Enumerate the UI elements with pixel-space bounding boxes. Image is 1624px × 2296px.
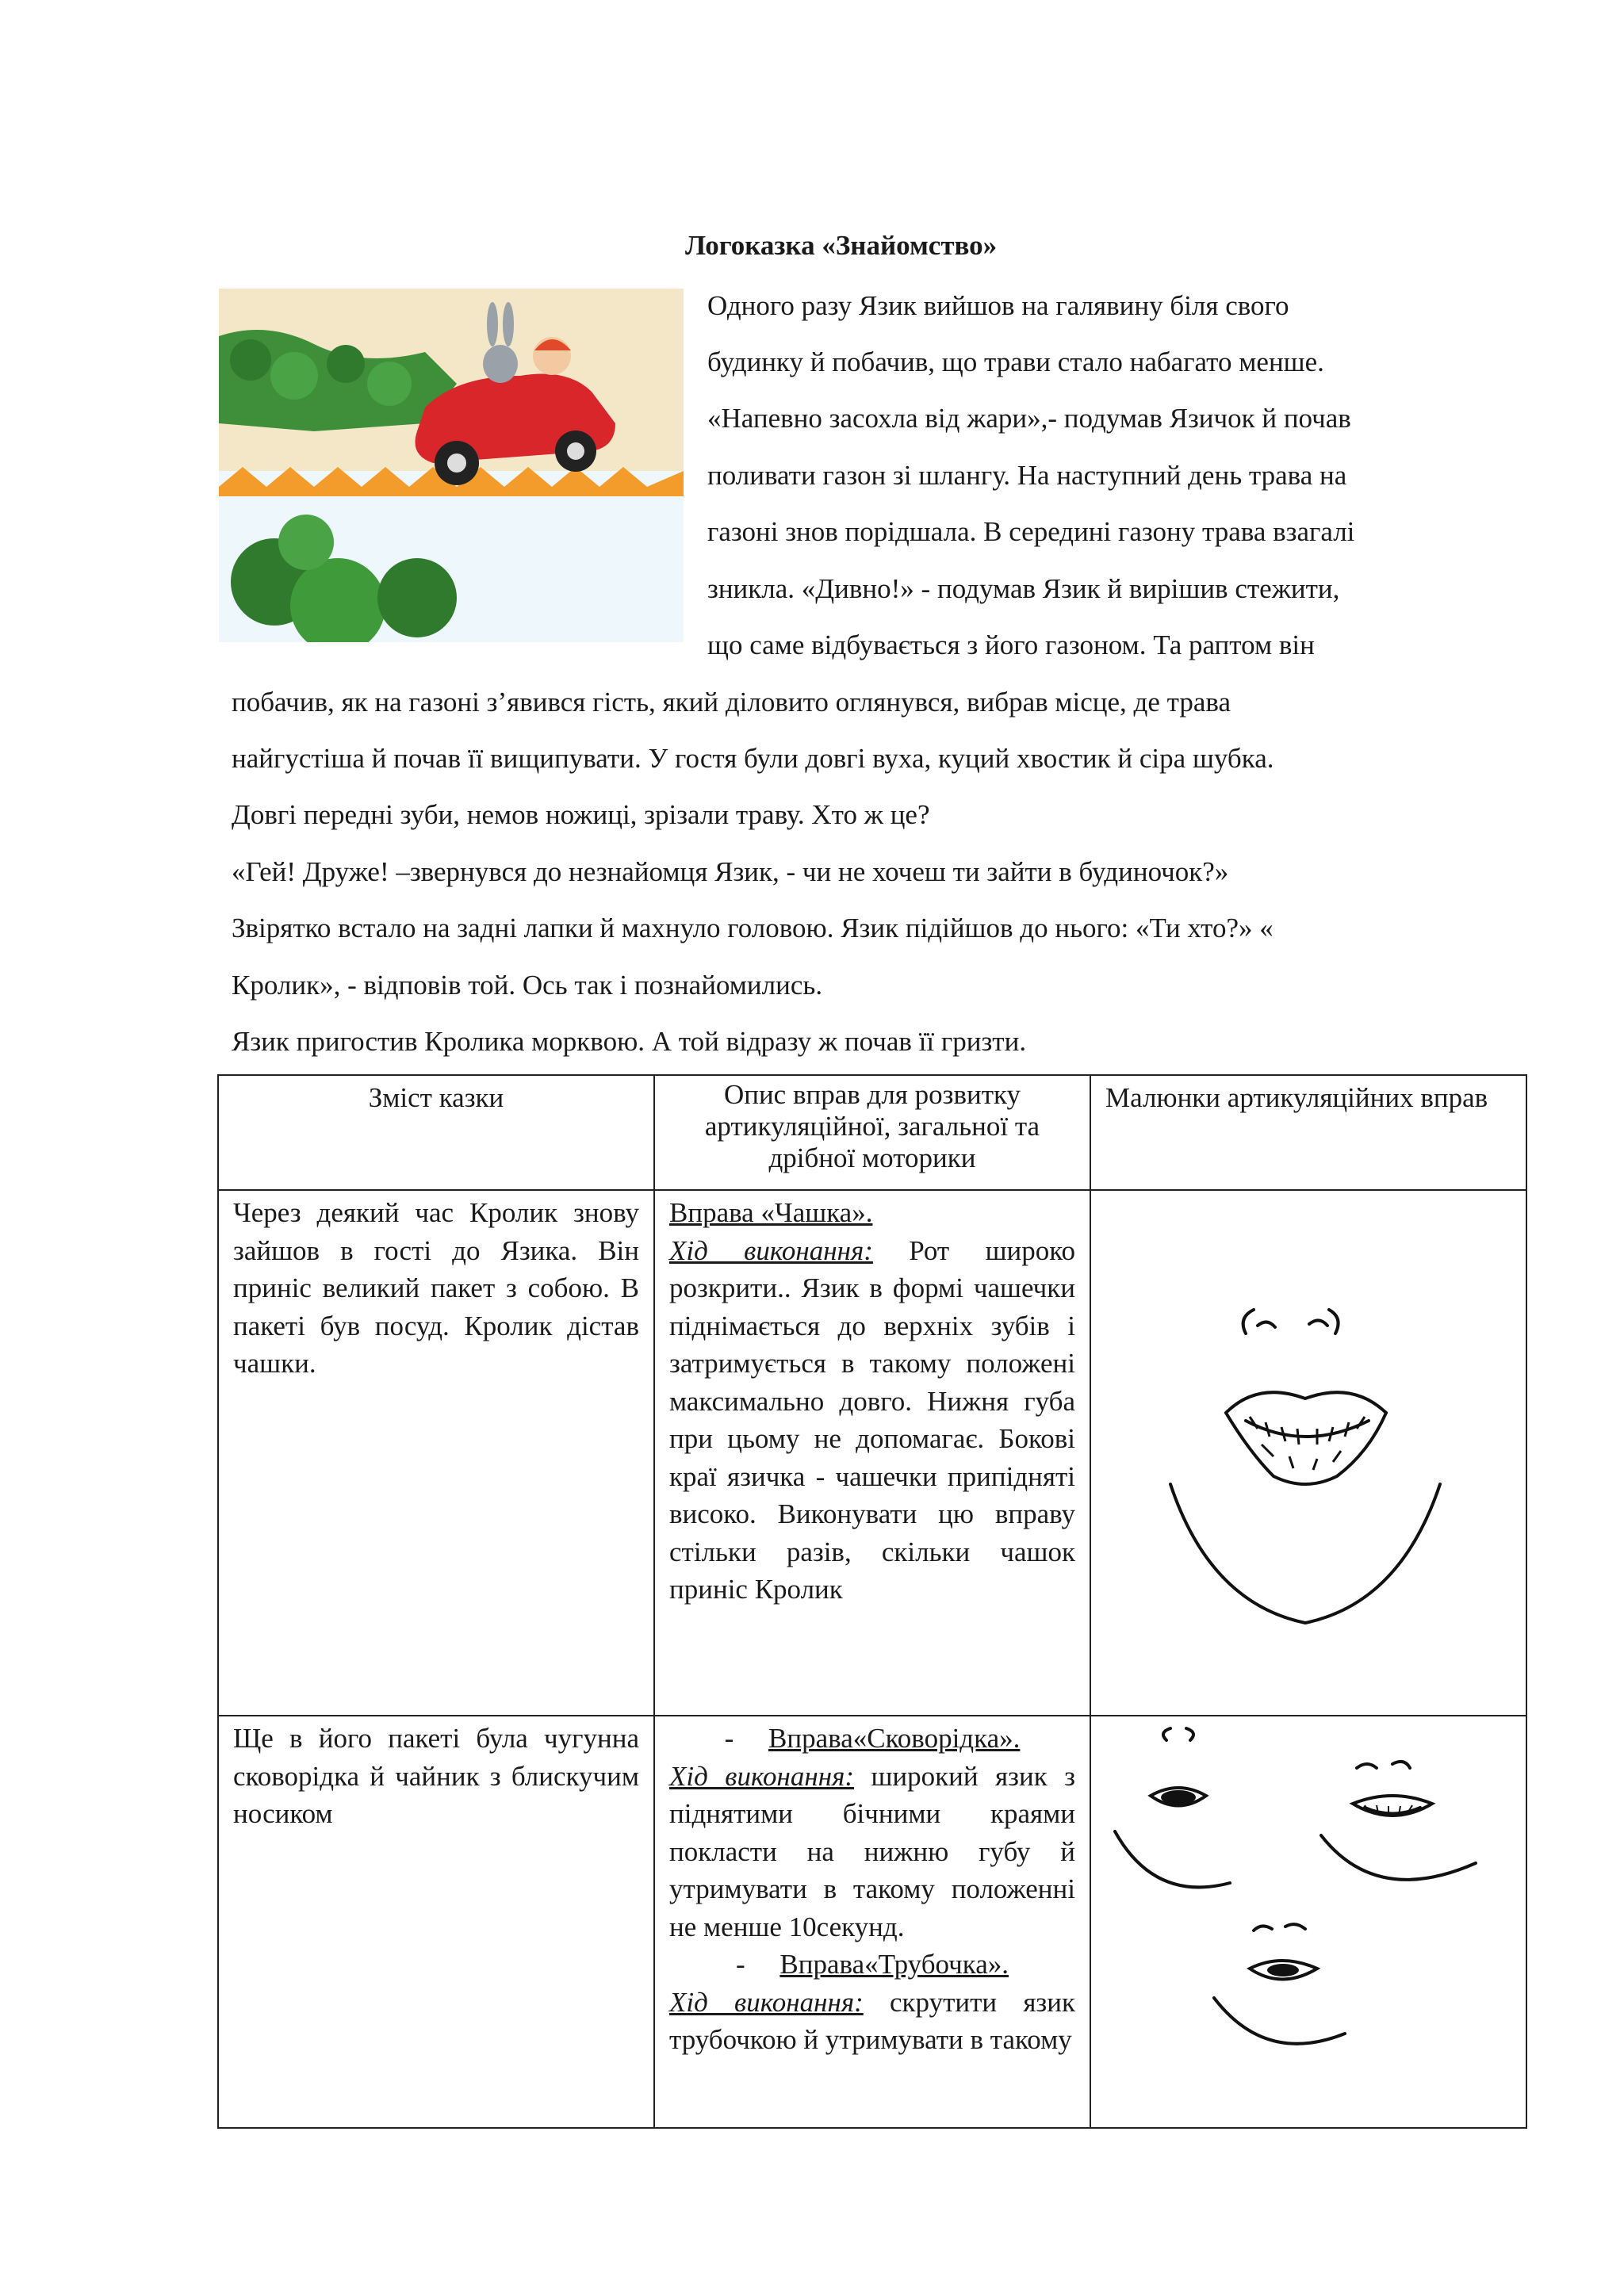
row1-picture-cell xyxy=(1090,1190,1526,1716)
row1-exercise xyxy=(654,1190,1090,1716)
table-row xyxy=(218,1190,1526,1716)
story-line: побачив, як на газоні з’явився гість, який діловито оглянувся, вибрав місце, де трава xyxy=(232,687,1231,718)
row1-story: Через деякий час Кролик знову зайшов в гості до Язика. Він приніс великий пакет з собою. В пакеті був посуд. Кролик дістав чашки. xyxy=(218,1190,654,1716)
header-story-content: Зміст казки xyxy=(218,1075,654,1190)
exercises-table xyxy=(217,1074,1527,2129)
header-exercise-pictures: Малюнки артикуляційних вправ xyxy=(1090,1075,1526,1190)
story-line: Кролик», - відповів той. Ось так і познайомились. xyxy=(232,970,823,1001)
story-line: «Гей! Друже! –звернувся до незнайомця Язик, - чи не хочеш ти зайти в будиночок?» xyxy=(232,856,1229,887)
story-line: поливати газон зі шлангу. На наступний день трава на xyxy=(707,460,1347,491)
story-line: що саме відбувається з його газоном. Та раптом він xyxy=(707,629,1315,660)
exercise-title-pan-line xyxy=(669,1720,1075,1758)
table-row xyxy=(218,1716,1526,2128)
how-text: широкий язик з піднятими бічними краями покласти на нижню губу й утримувати в такому положенні не менше 10секунд. xyxy=(669,1760,1075,1942)
pan-tube-exercise-drawings xyxy=(1091,1716,1527,2125)
story-line: Довгі передні зуби, немов ножиці, зрізали траву. Хто ж це? xyxy=(232,799,930,830)
how-label: Хід виконання: xyxy=(669,1986,864,2018)
exercise-title-tube: Вправа«Трубочка». xyxy=(779,1949,1009,1980)
header-exercise-description: Опис вправ для розвитку артикуляційної, загальної та дрібної моторики xyxy=(654,1075,1090,1190)
story-line: зникла. «Дивно!» - подумав Язик й вирішив стежити, xyxy=(707,573,1340,604)
page-title: Логоказка «Знайомство» xyxy=(685,230,998,261)
story-line: газоні знов порідшала. В середині газону трава взагалі xyxy=(707,516,1355,547)
exercise-title-tube-line xyxy=(669,1946,1075,1984)
how-text: скрутити язик трубочкою й утримувати в такому xyxy=(669,1986,1075,2055)
row2-picture-cell xyxy=(1090,1716,1526,2128)
story-line: Звірятко встало на задні лапки й махнуло головою. Язик підійшов до нього: «Ти хто?» « xyxy=(232,913,1274,943)
story-line: Одного разу Язик вийшов на галявину біля свого xyxy=(707,290,1289,321)
story-line: найгустіша й почав її вищипувати. У гостя були довгі вуха, куций хвостик й сіра шубка. xyxy=(232,743,1274,774)
how-label: Хід виконання: xyxy=(669,1234,873,1266)
how-label: Хід виконання: xyxy=(669,1760,855,1792)
story-illustration xyxy=(219,289,684,642)
table-header-row xyxy=(218,1075,1526,1190)
story-line: «Напевно засохла від жари»,- подумав Язичок й почав xyxy=(707,403,1351,434)
list-dash: - xyxy=(724,1723,734,1754)
story-line: будинку й побачив, що трави стало набагато менше. xyxy=(707,346,1324,377)
story-line: Язик пригостив Кролика морквою. А той відразу ж почав її гризти. xyxy=(232,1026,1027,1057)
exercise-title-pan: Вправа«Сковорідка». xyxy=(768,1723,1021,1754)
row2-exercise xyxy=(654,1716,1090,2128)
row2-story: Ще в його пакеті була чугунна сковорідка й чайник з блискучим носиком xyxy=(218,1716,654,2128)
cup-exercise-drawing xyxy=(1091,1191,1527,1714)
exercise-title-cup: Вправа «Чашка». xyxy=(669,1197,873,1228)
list-dash: - xyxy=(735,1949,745,1980)
how-text: Рот широко розкрити.. Язик в формі чашечки піднімається до верхніх зубів і затримується в такому положені максимально довго. Нижня губа при цьому не допомагає. Бокові краї язичка - чашечки припідняті високо. Виконувати цю вправу стільки разів, скільки чашок приніс Кролик xyxy=(669,1234,1075,1605)
